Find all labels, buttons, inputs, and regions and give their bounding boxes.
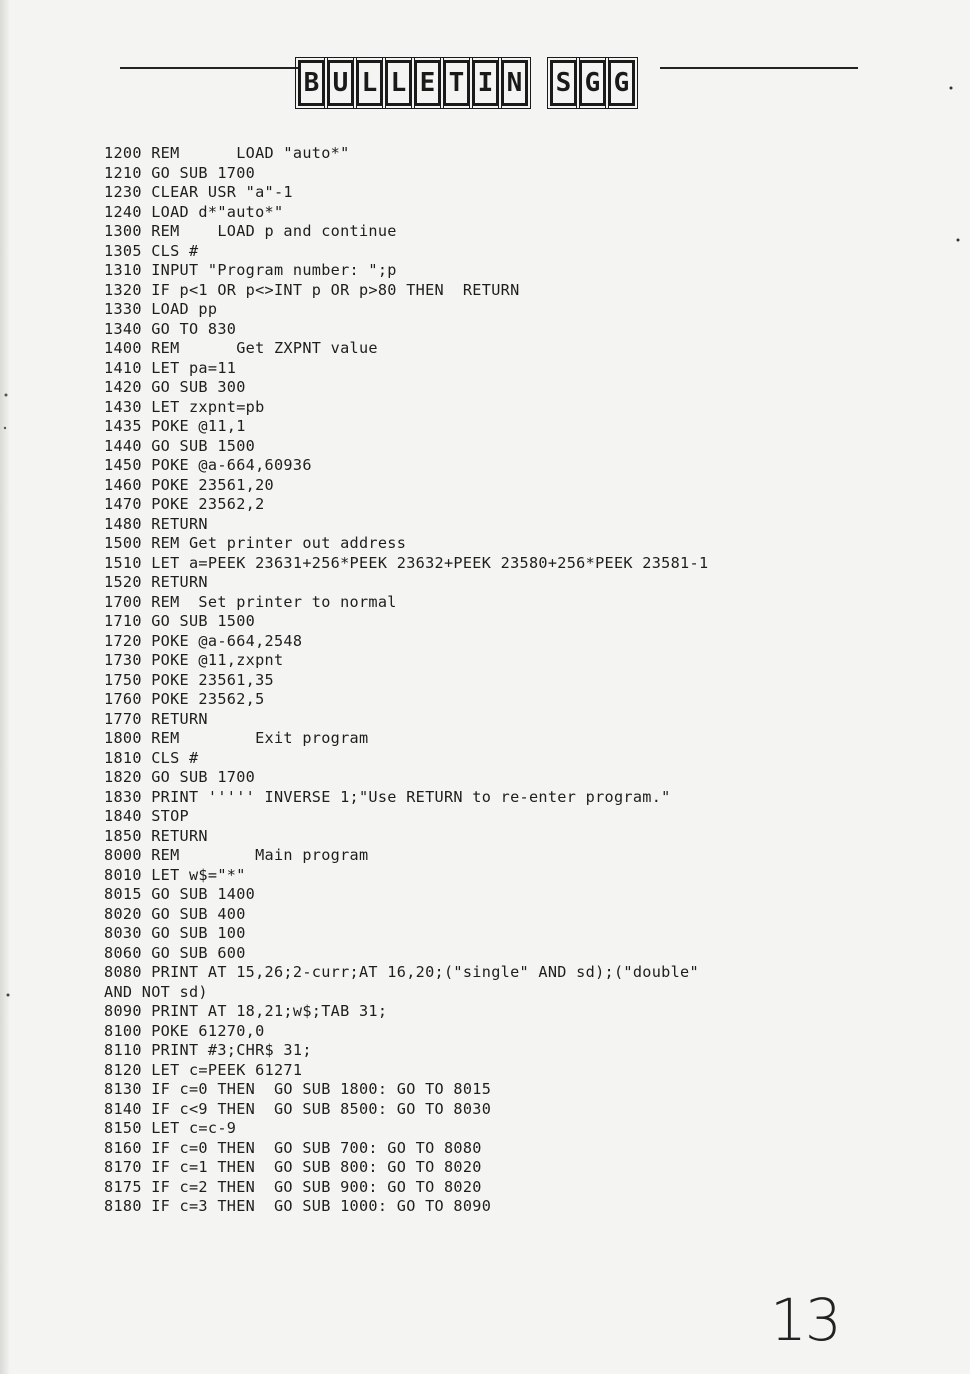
header-title-letter: S <box>550 60 577 106</box>
listing-line: 1700 REM Set printer to normal <box>104 592 397 611</box>
header-title-letter: N <box>501 60 528 106</box>
header-title-letter: G <box>608 60 635 106</box>
listing-line: 1460 POKE 23561,20 <box>104 475 274 494</box>
listing-line: 8030 GO SUB 100 <box>104 924 246 942</box>
listing-line: 1450 POKE @a-664,60936 <box>104 456 312 474</box>
listing-line: 1320 IF p<1 OR p<>INT p OR p>80 THEN RETURN <box>104 280 520 299</box>
listing-line: 1310 INPUT "Program number: ";p <box>104 261 397 279</box>
header-title-letter: G <box>579 60 606 106</box>
listing-line: 1760 POKE 23562,5 <box>104 690 265 708</box>
listing-line: 1510 LET a=PEEK 23631+256*PEEK 23632+PEEK 23580+256*PEEK 23581-1 <box>104 553 709 572</box>
listing-line: 1730 POKE @11,zxpnt <box>104 651 284 669</box>
listing-line: 1850 RETURN <box>104 826 208 845</box>
listing-line: 1840 STOP <box>104 807 189 825</box>
listing-line: 1400 REM Get ZXPNT value <box>104 339 378 357</box>
listing-line: 8015 GO SUB 1400 <box>104 885 256 903</box>
listing-line: 1770 RETURN <box>104 709 208 728</box>
listing-line: 8060 GO SUB 600 <box>104 943 246 962</box>
header-rule-right <box>660 67 858 69</box>
listing-line: 1820 GO SUB 1700 <box>104 768 256 786</box>
listing-line: 8100 POKE 61270,0 <box>104 1021 265 1040</box>
header-title-sgg <box>550 60 635 106</box>
listing-line: 8180 IF c=3 THEN GO SUB 1000: GO TO 8090 <box>104 1197 492 1215</box>
listing-line: 8020 GO SUB 400 <box>104 904 246 923</box>
header-title-letter: I <box>472 60 499 106</box>
listing-line: 1210 GO SUB 1700 <box>104 163 256 182</box>
listing-line: 1410 LET pa=11 <box>104 358 237 377</box>
listing-line: 8120 LET c=PEEK 61271 <box>104 1060 303 1079</box>
page-edge-shadow <box>0 0 10 1374</box>
listing-line: 1520 RETURN <box>104 573 208 591</box>
listing-line: 8175 IF c=2 THEN GO SUB 900: GO TO 8020 <box>104 1177 482 1196</box>
listing-line: 1300 REM LOAD p and continue <box>104 222 397 240</box>
listing-line: 1240 LOAD d*"auto*" <box>104 202 284 221</box>
listing-line: 8170 IF c=1 THEN GO SUB 800: GO TO 8020 <box>104 1158 482 1176</box>
header-title-letter: B <box>298 60 325 106</box>
listing-line: 1810 CLS # <box>104 748 199 767</box>
listing-line: 8090 PRINT AT 18,21;w$;TAB 31; <box>104 1002 388 1020</box>
listing-line: 1500 REM Get printer out address <box>104 534 407 552</box>
listing-line: 1330 LOAD pp <box>104 300 218 318</box>
listing-line: AND NOT sd) <box>104 982 208 1001</box>
page-number: 13 <box>770 1286 840 1354</box>
listing-line: 8000 REM Main program <box>104 846 369 864</box>
listing-line: 8010 LET w$="*" <box>104 865 246 884</box>
listing-line: 1440 GO SUB 1500 <box>104 436 256 455</box>
listing-line: 8150 LET c=c-9 <box>104 1119 237 1137</box>
listing-line: 1710 GO SUB 1500 <box>104 612 256 630</box>
listing-line: 8140 IF c<9 THEN GO SUB 8500: GO TO 8030 <box>104 1099 492 1118</box>
basic-program-listing <box>104 144 708 1217</box>
bulletin-header-title <box>298 56 635 110</box>
listing-line: 1480 RETURN <box>104 514 208 533</box>
header-title-letter: U <box>327 60 354 106</box>
header-title-bulletin <box>298 60 528 106</box>
listing-line: 1750 POKE 23561,35 <box>104 670 274 689</box>
listing-line: 1420 GO SUB 300 <box>104 378 246 396</box>
listing-line: 1720 POKE @a-664,2548 <box>104 631 303 650</box>
listing-line: 1305 CLS # <box>104 241 199 260</box>
header-title-letter: E <box>414 60 441 106</box>
listing-line: 1430 LET zxpnt=pb <box>104 397 265 416</box>
listing-line: 1230 CLEAR USR "a"-1 <box>104 183 293 201</box>
listing-line: 8160 IF c=0 THEN GO SUB 700: GO TO 8080 <box>104 1138 482 1157</box>
listing-line: 8080 PRINT AT 15,26;2-curr;AT 16,20;("single" AND sd);("double" <box>104 963 699 981</box>
listing-line: 8130 IF c=0 THEN GO SUB 1800: GO TO 8015 <box>104 1080 492 1098</box>
listing-line: 8110 PRINT #3;CHR$ 31; <box>104 1041 312 1059</box>
header-rule-left <box>120 67 298 69</box>
listing-line: 1200 REM LOAD "auto*" <box>104 144 350 162</box>
listing-line: 1470 POKE 23562,2 <box>104 495 265 513</box>
listing-line: 1340 GO TO 830 <box>104 319 237 338</box>
listing-line: 1435 POKE @11,1 <box>104 417 246 435</box>
header-title-letter: L <box>356 60 383 106</box>
listing-line: 1830 PRINT ''''' INVERSE 1;"Use RETURN to re-enter program." <box>104 787 671 806</box>
header-title-letter: L <box>385 60 412 106</box>
header-title-letter: T <box>443 60 470 106</box>
listing-line: 1800 REM Exit program <box>104 729 369 747</box>
